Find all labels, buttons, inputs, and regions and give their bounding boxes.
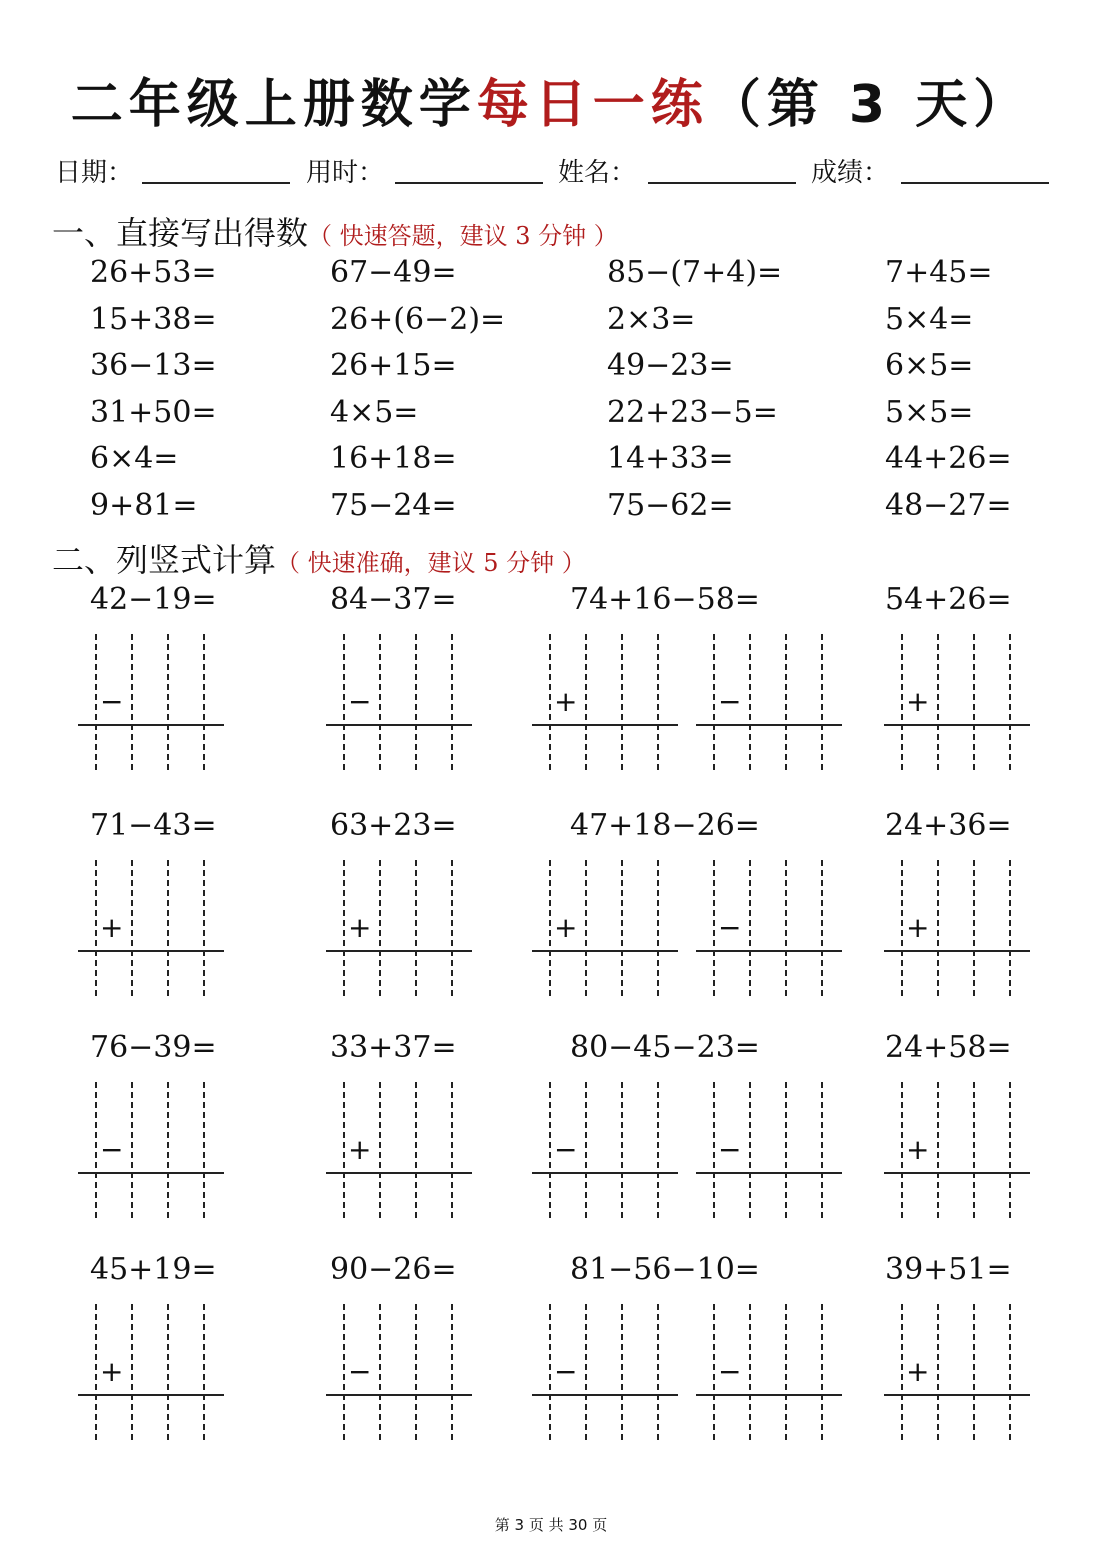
dashed-column-line xyxy=(749,1082,751,1218)
answer-line xyxy=(884,1394,1030,1396)
operator-sign: + xyxy=(554,911,578,944)
operator-sign: + xyxy=(906,911,930,944)
oral-problem: 4×5= xyxy=(330,394,419,430)
vertical-calc-grid[interactable] xyxy=(326,634,472,770)
dashed-column-line xyxy=(549,860,551,996)
operator-sign: + xyxy=(906,1133,930,1166)
oral-problem: 5×5= xyxy=(885,394,974,430)
dashed-column-line xyxy=(451,634,453,770)
dashed-column-line xyxy=(585,860,587,996)
answer-line xyxy=(696,1394,842,1396)
operator-sign: + xyxy=(906,1355,930,1388)
dashed-column-line xyxy=(713,634,715,770)
operator-sign: − xyxy=(718,911,742,944)
time-label: 用时： xyxy=(306,158,385,188)
title-highlight: 每日一练 xyxy=(476,75,709,135)
answer-line xyxy=(696,724,842,726)
dashed-column-line xyxy=(203,1082,205,1218)
name-label: 姓名： xyxy=(558,158,637,188)
dashed-column-line xyxy=(749,1304,751,1440)
dashed-column-line xyxy=(621,860,623,996)
answer-line xyxy=(326,950,472,952)
answer-line xyxy=(532,724,678,726)
vertical-problem: 47+18−26= xyxy=(570,808,760,843)
dashed-column-line xyxy=(95,860,97,996)
dashed-column-line xyxy=(415,1304,417,1440)
dashed-column-line xyxy=(785,860,787,996)
dashed-column-line xyxy=(343,634,345,770)
operator-sign: − xyxy=(348,1355,372,1388)
dashed-column-line xyxy=(937,1082,939,1218)
dashed-column-line xyxy=(821,1304,823,1440)
dashed-column-line xyxy=(657,1304,659,1440)
oral-problem: 85−(7+4)= xyxy=(607,255,783,290)
dashed-column-line xyxy=(451,1304,453,1440)
dashed-column-line xyxy=(549,1304,551,1440)
oral-problem: 48−27= xyxy=(885,487,1012,523)
dashed-column-line xyxy=(167,1304,169,1440)
dashed-column-line xyxy=(95,634,97,770)
dashed-column-line xyxy=(415,634,417,770)
operator-sign: − xyxy=(718,1133,742,1166)
vertical-problem: 84−37= xyxy=(330,582,457,617)
vertical-calc-grid[interactable] xyxy=(326,1304,472,1440)
operator-sign: + xyxy=(348,911,372,944)
oral-problem: 26+53= xyxy=(90,255,217,290)
dashed-column-line xyxy=(343,1304,345,1440)
answer-line xyxy=(532,950,678,952)
dashed-column-line xyxy=(1009,634,1011,770)
oral-problem: 26+(6−2)= xyxy=(330,301,506,337)
oral-problem: 44+26= xyxy=(885,441,1012,476)
title-day: （第 3 天） xyxy=(708,75,1032,135)
vertical-problem: 76−39= xyxy=(90,1030,217,1065)
dashed-column-line xyxy=(131,1304,133,1440)
dashed-column-line xyxy=(937,634,939,770)
vertical-calc-grid[interactable] xyxy=(326,860,472,996)
dashed-column-line xyxy=(549,1082,551,1218)
vertical-calc-grid[interactable] xyxy=(326,1082,472,1218)
vertical-problem: 39+51= xyxy=(885,1252,1012,1287)
dashed-column-line xyxy=(549,634,551,770)
section1-title: 一、直接写出得数 xyxy=(52,214,309,252)
dashed-column-line xyxy=(203,634,205,770)
dashed-column-line xyxy=(657,1082,659,1218)
score-blank[interactable] xyxy=(901,182,1049,184)
vertical-problem: 24+58= xyxy=(885,1030,1012,1065)
dashed-column-line xyxy=(621,634,623,770)
vertical-calc-grid[interactable] xyxy=(884,634,1030,770)
vertical-problem: 71−43= xyxy=(90,808,217,843)
vertical-problem: 33+37= xyxy=(330,1030,457,1065)
dashed-column-line xyxy=(785,634,787,770)
operator-sign: − xyxy=(554,1133,578,1166)
vertical-calc-grid[interactable] xyxy=(532,634,678,770)
oral-problem: 2×3= xyxy=(607,301,696,337)
vertical-calc-grid[interactable] xyxy=(884,860,1030,996)
dashed-column-line xyxy=(657,634,659,770)
operator-sign: − xyxy=(348,685,372,718)
vertical-calc-grid[interactable] xyxy=(696,860,842,996)
dashed-column-line xyxy=(379,860,381,996)
oral-problem: 6×4= xyxy=(90,441,179,476)
dashed-column-line xyxy=(937,1304,939,1440)
vertical-problem: 81−56−10= xyxy=(570,1252,760,1287)
date-blank[interactable] xyxy=(142,182,290,184)
vertical-problem: 45+19= xyxy=(90,1252,217,1287)
vertical-calc-grid[interactable] xyxy=(532,1082,678,1218)
vertical-calc-grid[interactable] xyxy=(696,1082,842,1218)
vertical-problem: 54+26= xyxy=(885,582,1012,617)
dashed-column-line xyxy=(973,634,975,770)
date-label: 日期： xyxy=(55,158,134,188)
vertical-problem: 90−26= xyxy=(330,1252,457,1287)
oral-problem: 5×4= xyxy=(885,301,974,337)
dashed-column-line xyxy=(379,634,381,770)
score-label: 成绩： xyxy=(811,158,890,188)
oral-problem: 9+81= xyxy=(90,487,198,523)
vertical-problem: 24+36= xyxy=(885,808,1012,843)
dashed-column-line xyxy=(379,1082,381,1218)
oral-problem: 7+45= xyxy=(885,255,993,290)
vertical-problem: 80−45−23= xyxy=(570,1030,760,1065)
dashed-column-line xyxy=(713,860,715,996)
name-blank[interactable] xyxy=(648,182,796,184)
oral-problem: 31+50= xyxy=(90,394,217,430)
operator-sign: + xyxy=(906,685,930,718)
dashed-column-line xyxy=(785,1082,787,1218)
dashed-column-line xyxy=(1009,860,1011,996)
answer-line xyxy=(78,724,224,726)
dashed-column-line xyxy=(821,1082,823,1218)
dashed-column-line xyxy=(451,860,453,996)
vertical-calc-grid[interactable] xyxy=(884,1082,1030,1218)
dashed-column-line xyxy=(749,634,751,770)
dashed-column-line xyxy=(585,1304,587,1440)
page-title xyxy=(0,62,1102,137)
dashed-column-line xyxy=(95,1304,97,1440)
section2-title: 二、列竖式计算 xyxy=(52,541,277,579)
vertical-calc-grid[interactable] xyxy=(884,1304,1030,1440)
operator-sign: − xyxy=(100,1133,124,1166)
time-blank[interactable] xyxy=(395,182,543,184)
vertical-problem: 42−19= xyxy=(90,582,217,617)
section1-hint: （ 快速答题，建议 3 分钟 ） xyxy=(308,222,618,250)
vertical-calc-grid[interactable] xyxy=(78,1082,224,1218)
dashed-column-line xyxy=(1009,1082,1011,1218)
dashed-column-line xyxy=(95,1082,97,1218)
dashed-column-line xyxy=(131,1082,133,1218)
dashed-column-line xyxy=(415,1082,417,1218)
vertical-calc-grid[interactable] xyxy=(78,860,224,996)
section2-hint: （ 快速准确，建议 5 分钟 ） xyxy=(276,549,586,577)
answer-line xyxy=(696,950,842,952)
vertical-calc-grid[interactable] xyxy=(696,1304,842,1440)
answer-line xyxy=(532,1172,678,1174)
oral-problem: 6×5= xyxy=(885,348,974,383)
answer-line xyxy=(696,1172,842,1174)
dashed-column-line xyxy=(131,634,133,770)
oral-problem: 14+33= xyxy=(607,441,734,476)
dashed-column-line xyxy=(167,860,169,996)
operator-sign: + xyxy=(100,1355,124,1388)
dashed-column-line xyxy=(167,634,169,770)
dashed-column-line xyxy=(1009,1304,1011,1440)
dashed-column-line xyxy=(203,1304,205,1440)
dashed-column-line xyxy=(901,634,903,770)
dashed-column-line xyxy=(451,1082,453,1218)
oral-problem: 15+38= xyxy=(90,301,217,337)
title-main: 二年级上册数学 xyxy=(70,75,477,135)
dashed-column-line xyxy=(821,860,823,996)
section2-heading xyxy=(52,535,586,581)
dashed-column-line xyxy=(621,1082,623,1218)
answer-line xyxy=(884,1172,1030,1174)
vertical-calc-grid[interactable] xyxy=(532,860,678,996)
operator-sign: + xyxy=(348,1133,372,1166)
section1-heading xyxy=(52,208,618,254)
answer-line xyxy=(78,950,224,952)
dashed-column-line xyxy=(203,860,205,996)
answer-line xyxy=(884,950,1030,952)
answer-line xyxy=(532,1394,678,1396)
dashed-column-line xyxy=(415,860,417,996)
oral-problem: 16+18= xyxy=(330,441,457,476)
dashed-column-line xyxy=(585,634,587,770)
oral-problem: 67−49= xyxy=(330,255,457,290)
oral-problem: 75−24= xyxy=(330,487,457,523)
dashed-column-line xyxy=(343,1082,345,1218)
dashed-column-line xyxy=(973,1304,975,1440)
answer-line xyxy=(326,724,472,726)
oral-problem: 49−23= xyxy=(607,348,734,383)
dashed-column-line xyxy=(973,1082,975,1218)
vertical-calc-grid[interactable] xyxy=(78,1304,224,1440)
dashed-column-line xyxy=(749,860,751,996)
oral-problem: 36−13= xyxy=(90,348,217,383)
dashed-column-line xyxy=(901,1304,903,1440)
dashed-column-line xyxy=(901,1082,903,1218)
dashed-column-line xyxy=(973,860,975,996)
operator-sign: − xyxy=(100,685,124,718)
dashed-column-line xyxy=(585,1082,587,1218)
vertical-calc-grid[interactable] xyxy=(532,1304,678,1440)
vertical-problem: 74+16−58= xyxy=(570,582,760,617)
dashed-column-line xyxy=(713,1082,715,1218)
dashed-column-line xyxy=(713,1304,715,1440)
operator-sign: − xyxy=(718,685,742,718)
vertical-problem: 63+23= xyxy=(330,808,457,843)
answer-line xyxy=(884,724,1030,726)
dashed-column-line xyxy=(167,1082,169,1218)
operator-sign: − xyxy=(554,1355,578,1388)
oral-problem: 22+23−5= xyxy=(607,394,778,430)
operator-sign: + xyxy=(100,911,124,944)
operator-sign: + xyxy=(554,685,578,718)
vertical-calc-grid[interactable] xyxy=(78,634,224,770)
dashed-column-line xyxy=(379,1304,381,1440)
answer-line xyxy=(326,1394,472,1396)
dashed-column-line xyxy=(131,860,133,996)
oral-problem: 26+15= xyxy=(330,348,457,383)
vertical-calc-grid[interactable] xyxy=(696,634,842,770)
dashed-column-line xyxy=(621,1304,623,1440)
dashed-column-line xyxy=(657,860,659,996)
dashed-column-line xyxy=(343,860,345,996)
answer-line xyxy=(326,1172,472,1174)
answer-line xyxy=(78,1172,224,1174)
dashed-column-line xyxy=(821,634,823,770)
answer-line xyxy=(78,1394,224,1396)
oral-problem: 75−62= xyxy=(607,487,734,523)
dashed-column-line xyxy=(785,1304,787,1440)
operator-sign: − xyxy=(718,1355,742,1388)
dashed-column-line xyxy=(937,860,939,996)
page-footer: 第 3 页 共 30 页 xyxy=(494,1516,608,1534)
dashed-column-line xyxy=(901,860,903,996)
